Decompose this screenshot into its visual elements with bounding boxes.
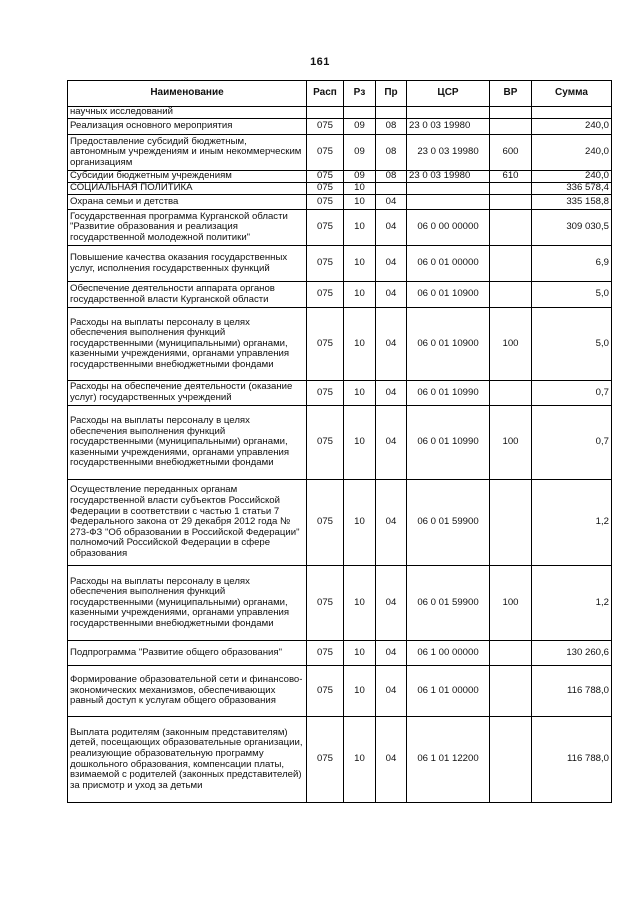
cell-rz: 10 (344, 717, 376, 803)
cell-rasp: 075 (307, 210, 344, 246)
cell-csr: 06 0 01 59900 (407, 566, 490, 641)
table-row (68, 107, 612, 119)
table-row (68, 406, 612, 480)
cell-pr: 08 (376, 135, 407, 171)
cell-rz: 10 (344, 183, 376, 195)
cell-rz: 10 (344, 210, 376, 246)
cell-rasp: 075 (307, 566, 344, 641)
table-row (68, 308, 612, 381)
table-row (68, 183, 612, 195)
cell-pr: 04 (376, 246, 407, 282)
cell-rz: 10 (344, 480, 376, 566)
cell-sum (532, 107, 612, 119)
cell-name: Расходы на выплаты персоналу в целях обеспечения выполнения функций государственными (муниципальными) органами, казенными учреждениями, органами управления государственными внебюджетными фондами (68, 308, 307, 381)
cell-name: Расходы на выплаты персоналу в целях обеспечения выполнения функций государственными (муниципальными) органами, казенными учреждениями, органами управления государственными внебюджетными фондами (68, 566, 307, 641)
cell-sum: 116 788,0 (532, 666, 612, 717)
cell-pr: 04 (376, 381, 407, 406)
cell-rasp: 075 (307, 641, 344, 666)
cell-name: Расходы на обеспечение деятельности (оказание услуг) государственных учреждений (68, 381, 307, 406)
cell-rasp: 075 (307, 666, 344, 717)
cell-name: Расходы на выплаты персоналу в целях обеспечения выполнения функций государственными (муниципальными) органами, казенными учреждениями, органами управления государственными внебюджетными фондами (68, 406, 307, 480)
header-vr: ВР (490, 81, 532, 107)
cell-rz: 10 (344, 246, 376, 282)
table-row (68, 195, 612, 210)
cell-vr (490, 381, 532, 406)
cell-pr: 04 (376, 566, 407, 641)
cell-pr (376, 183, 407, 195)
cell-name: Обеспечение деятельности аппарата органов государственной власти Курганской области (68, 282, 307, 308)
cell-csr: 06 0 00 00000 (407, 210, 490, 246)
cell-rasp: 075 (307, 282, 344, 308)
cell-csr: 06 0 01 10990 (407, 406, 490, 480)
cell-csr: 06 1 01 12200 (407, 717, 490, 803)
cell-vr: 600 (490, 135, 532, 171)
header-rz: Рз (344, 81, 376, 107)
header-rasp: Расп (307, 81, 344, 107)
header-sum: Сумма (532, 81, 612, 107)
cell-rasp (307, 107, 344, 119)
cell-rz: 10 (344, 406, 376, 480)
cell-name: Государственная программа Курганской области "Развитие образования и реализация государственной молодежной политики" (68, 210, 307, 246)
header-pr: Пр (376, 81, 407, 107)
cell-name: Охрана семьи и детства (68, 195, 307, 210)
cell-vr (490, 119, 532, 135)
cell-pr: 04 (376, 666, 407, 717)
cell-vr: 100 (490, 308, 532, 381)
cell-rasp: 075 (307, 119, 344, 135)
header-name: Наименование (68, 81, 307, 107)
cell-csr: 23 0 03 19980 (407, 171, 490, 183)
cell-vr: 100 (490, 406, 532, 480)
cell-rz: 09 (344, 135, 376, 171)
cell-vr (490, 717, 532, 803)
budget-table (67, 80, 612, 803)
cell-sum: 240,0 (532, 171, 612, 183)
cell-rasp: 075 (307, 195, 344, 210)
cell-csr (407, 183, 490, 195)
cell-csr (407, 195, 490, 210)
cell-sum: 5,0 (532, 308, 612, 381)
cell-vr (490, 641, 532, 666)
cell-rz: 09 (344, 171, 376, 183)
cell-rasp: 075 (307, 135, 344, 171)
table-row (68, 210, 612, 246)
cell-vr (490, 195, 532, 210)
cell-rz: 10 (344, 566, 376, 641)
cell-name: Реализация основного мероприятия (68, 119, 307, 135)
cell-sum: 336 578,4 (532, 183, 612, 195)
table-row (68, 282, 612, 308)
cell-vr (490, 107, 532, 119)
table-row (68, 381, 612, 406)
table-row (68, 119, 612, 135)
cell-rz (344, 107, 376, 119)
cell-vr (490, 282, 532, 308)
cell-name: Выплата родителям (законным представителям) детей, посещающих образовательные организации, реализующие образовательную программу дошкольного образования, компенсации платы, взимаемой с родителей (законных представителей) за присмотр и уход за детьми (68, 717, 307, 803)
cell-name: Формирование образовательной сети и финансово-экономических механизмов, обеспечивающих равный доступ к услугам общего образования (68, 666, 307, 717)
cell-pr (376, 107, 407, 119)
cell-csr: 06 0 01 10900 (407, 282, 490, 308)
cell-rz: 10 (344, 641, 376, 666)
cell-name: Подпрограмма "Развитие общего образования" (68, 641, 307, 666)
cell-csr: 23 0 03 19980 (407, 119, 490, 135)
cell-csr: 06 0 01 10900 (407, 308, 490, 381)
table-row (68, 480, 612, 566)
cell-pr: 04 (376, 210, 407, 246)
cell-rz: 10 (344, 666, 376, 717)
cell-rasp: 075 (307, 183, 344, 195)
cell-vr (490, 246, 532, 282)
cell-vr (490, 183, 532, 195)
cell-pr: 08 (376, 119, 407, 135)
cell-rz: 10 (344, 381, 376, 406)
header-csr: ЦСР (407, 81, 490, 107)
cell-rasp: 075 (307, 171, 344, 183)
cell-vr: 610 (490, 171, 532, 183)
cell-name: Субсидии бюджетным учреждениям (68, 171, 307, 183)
table-row (68, 717, 612, 803)
cell-pr: 04 (376, 480, 407, 566)
cell-csr: 23 0 03 19980 (407, 135, 490, 171)
cell-name: Предоставление субсидий бюджетным, автономным учреждениям и иным некоммерческим организациям (68, 135, 307, 171)
cell-pr: 04 (376, 308, 407, 381)
cell-sum: 5,0 (532, 282, 612, 308)
cell-sum: 116 788,0 (532, 717, 612, 803)
cell-sum: 1,2 (532, 480, 612, 566)
table-row (68, 135, 612, 171)
cell-name: Повышение качества оказания государственных услуг, исполнения государственных функций (68, 246, 307, 282)
page-number: 161 (310, 56, 330, 68)
cell-csr: 06 1 00 00000 (407, 641, 490, 666)
cell-csr: 06 1 01 00000 (407, 666, 490, 717)
cell-sum: 240,0 (532, 119, 612, 135)
cell-pr: 04 (376, 641, 407, 666)
cell-name: СОЦИАЛЬНАЯ ПОЛИТИКА (68, 183, 307, 195)
table-row (68, 641, 612, 666)
table-row (68, 171, 612, 183)
cell-pr: 04 (376, 282, 407, 308)
table-row (68, 666, 612, 717)
cell-rz: 10 (344, 282, 376, 308)
cell-pr: 08 (376, 171, 407, 183)
cell-sum: 0,7 (532, 381, 612, 406)
cell-sum: 309 030,5 (532, 210, 612, 246)
cell-sum: 130 260,6 (532, 641, 612, 666)
table-row (68, 246, 612, 282)
cell-pr: 04 (376, 195, 407, 210)
cell-csr: 06 0 01 10990 (407, 381, 490, 406)
table-body (68, 107, 612, 803)
cell-sum: 240,0 (532, 135, 612, 171)
cell-sum: 6,9 (532, 246, 612, 282)
cell-rz: 10 (344, 195, 376, 210)
cell-rasp: 075 (307, 717, 344, 803)
cell-sum: 335 158,8 (532, 195, 612, 210)
cell-rz: 09 (344, 119, 376, 135)
cell-name: Осуществление переданных органам государственной власти субъектов Российской Федерации в соответствии с частью 1 статьи 7 Федерального закона от 29 декабря 2012 года № 273-ФЗ "Об образовании в Российской Федерации" полномочий Российской Федерации в сфере образования (68, 480, 307, 566)
cell-rasp: 075 (307, 381, 344, 406)
cell-vr (490, 480, 532, 566)
table-row (68, 566, 612, 641)
cell-rasp: 075 (307, 406, 344, 480)
cell-name: научных исследований (68, 107, 307, 119)
cell-sum: 0,7 (532, 406, 612, 480)
cell-csr (407, 107, 490, 119)
cell-pr: 04 (376, 717, 407, 803)
cell-rasp: 075 (307, 246, 344, 282)
cell-csr: 06 0 01 59900 (407, 480, 490, 566)
table-header-row (68, 81, 612, 107)
cell-rasp: 075 (307, 308, 344, 381)
cell-rasp: 075 (307, 480, 344, 566)
cell-pr: 04 (376, 406, 407, 480)
cell-vr: 100 (490, 566, 532, 641)
cell-csr: 06 0 01 00000 (407, 246, 490, 282)
cell-vr (490, 210, 532, 246)
cell-vr (490, 666, 532, 717)
cell-rz: 10 (344, 308, 376, 381)
cell-sum: 1,2 (532, 566, 612, 641)
